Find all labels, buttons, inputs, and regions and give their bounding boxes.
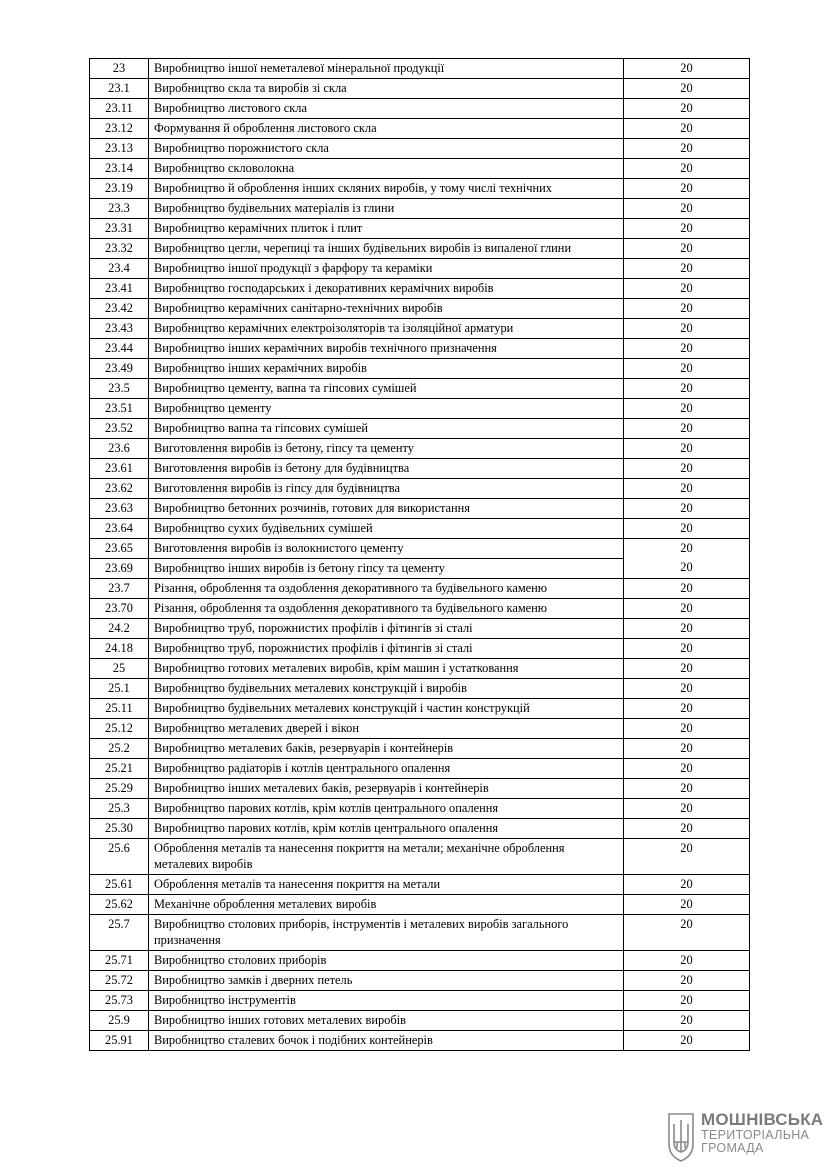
rate-value: 20 <box>624 895 750 915</box>
activity-code: 25.21 <box>90 759 149 779</box>
table-row <box>90 991 750 1011</box>
activity-code: 23 <box>90 59 149 79</box>
rate-value: 20 <box>624 991 750 1011</box>
activity-code: 23.6 <box>90 439 149 459</box>
rate-value: 20 <box>624 839 750 875</box>
rate-value: 20 <box>624 951 750 971</box>
activity-code: 23.32 <box>90 239 149 259</box>
activity-code: 25.30 <box>90 819 149 839</box>
table-row <box>90 639 750 659</box>
rate-cell-merged <box>624 539 750 579</box>
activity-name: Виготовлення виробів із бетону для будівництва <box>149 459 624 479</box>
activity-name: Виробництво й оброблення інших скляних виробів, у тому числі технічних <box>149 179 624 199</box>
activity-code: 25.62 <box>90 895 149 915</box>
rate-value: 20 <box>624 599 750 619</box>
rate-value: 20 <box>624 379 750 399</box>
table-row <box>90 399 750 419</box>
activity-code: 23.7 <box>90 579 149 599</box>
activity-name: Виробництво будівельних металевих конструкцій і виробів <box>149 679 624 699</box>
rate-value: 20 <box>624 1031 750 1051</box>
table-row <box>90 439 750 459</box>
rate-value: 20 <box>624 459 750 479</box>
activity-code: 25.11 <box>90 699 149 719</box>
rate-value: 20 <box>624 779 750 799</box>
activity-name: Виробництво сталевих бочок і подібних контейнерів <box>149 1031 624 1051</box>
activity-name: Виробництво вапна та гіпсових сумішей <box>149 419 624 439</box>
logo-text <box>701 1111 823 1155</box>
rate-value: 20 <box>624 739 750 759</box>
activity-name: Виробництво інструментів <box>149 991 624 1011</box>
activity-name: Виробництво інших керамічних виробів технічного призначення <box>149 339 624 359</box>
trident-icon <box>666 1112 696 1162</box>
table-row <box>90 159 750 179</box>
table-row <box>90 279 750 299</box>
rate-value: 20 <box>624 699 750 719</box>
activity-code: 25.73 <box>90 991 149 1011</box>
activity-name: Виготовлення виробів із волокнистого цементу <box>149 539 624 559</box>
table-row <box>90 699 750 719</box>
rate-value: 20 <box>624 319 750 339</box>
activity-code: 23.1 <box>90 79 149 99</box>
activity-code: 25.9 <box>90 1011 149 1031</box>
table-row <box>90 479 750 499</box>
activity-code: 25.7 <box>90 915 149 951</box>
rate-value: 20 <box>624 799 750 819</box>
table-row <box>90 139 750 159</box>
activity-name: Виробництво іншої продукції з фарфору та кераміки <box>149 259 624 279</box>
logo-subtitle-1: ТЕРИТОРІАЛЬНА <box>701 1128 810 1142</box>
rate-value: 20 <box>624 579 750 599</box>
table-row <box>90 459 750 479</box>
activity-name: Виробництво скла та виробів зі скла <box>149 79 624 99</box>
activity-code: 23.13 <box>90 139 149 159</box>
activity-code: 23.3 <box>90 199 149 219</box>
activity-code: 25.29 <box>90 779 149 799</box>
table-row <box>90 739 750 759</box>
table-row <box>90 619 750 639</box>
rate-value: 20 <box>624 915 750 951</box>
activity-name: Виробництво будівельних матеріалів із глини <box>149 199 624 219</box>
rate-value: 20 <box>624 875 750 895</box>
activity-code: 23.12 <box>90 119 149 139</box>
rate-value: 20 <box>624 499 750 519</box>
table-row <box>90 779 750 799</box>
table-row <box>90 419 750 439</box>
rate-value: 20 <box>624 239 750 259</box>
table-row <box>90 99 750 119</box>
activity-name: Виробництво металевих баків, резервуарів і контейнерів <box>149 739 624 759</box>
table-row <box>90 319 750 339</box>
table-row <box>90 819 750 839</box>
activity-code: 23.49 <box>90 359 149 379</box>
activity-code: 24.18 <box>90 639 149 659</box>
activity-name: Виробництво господарських і декоративних керамічних виробів <box>149 279 624 299</box>
activity-code: 23.19 <box>90 179 149 199</box>
activity-code: 23.63 <box>90 499 149 519</box>
table-row <box>90 219 750 239</box>
activity-code: 23.42 <box>90 299 149 319</box>
activity-name: Виробництво радіаторів і котлів центрального опалення <box>149 759 624 779</box>
activity-name: Виробництво іншої неметалевої мінеральної продукції <box>149 59 624 79</box>
activity-name: Виробництво замків і дверних петель <box>149 971 624 991</box>
table-row <box>90 199 750 219</box>
activity-code: 25.1 <box>90 679 149 699</box>
activity-name: Виробництво інших керамічних виробів <box>149 359 624 379</box>
rate-value: 20 <box>624 259 750 279</box>
table-row <box>90 915 750 951</box>
activity-name: Виробництво інших готових металевих виробів <box>149 1011 624 1031</box>
activity-name: Виробництво готових металевих виробів, крім машин і устатковання <box>149 659 624 679</box>
table-row <box>90 299 750 319</box>
rate-value: 20 <box>624 659 750 679</box>
activity-name: Різання, оброблення та оздоблення декоративного та будівельного каменю <box>149 579 624 599</box>
table-row <box>90 179 750 199</box>
activity-code: 23.43 <box>90 319 149 339</box>
activity-code: 25 <box>90 659 149 679</box>
rate-value: 20 <box>624 199 750 219</box>
activity-name: Виробництво цементу, вапна та гіпсових сумішей <box>149 379 624 399</box>
rate-value: 20 <box>624 139 750 159</box>
rate-value: 20 <box>624 359 750 379</box>
activity-name: Виробництво керамічних санітарно-технічних виробів <box>149 299 624 319</box>
rate-value: 20 <box>624 759 750 779</box>
activity-name: Виробництво парових котлів, крім котлів центрального опалення <box>149 799 624 819</box>
rate-value: 20 <box>624 819 750 839</box>
activity-code: 25.12 <box>90 719 149 739</box>
activity-code: 25.72 <box>90 971 149 991</box>
activity-code: 23.4 <box>90 259 149 279</box>
activity-name: Виробництво столових приборів, інструментів і металевих виробів загального призначення <box>149 915 624 951</box>
activity-codes-table <box>89 58 750 1051</box>
table-row <box>90 539 750 559</box>
activity-code: 23.5 <box>90 379 149 399</box>
table-row <box>90 799 750 819</box>
activity-code: 25.6 <box>90 839 149 875</box>
rate-value: 20 <box>624 519 750 539</box>
rate-value: 20 <box>624 119 750 139</box>
table-row <box>90 259 750 279</box>
rate-value: 20 <box>624 479 750 499</box>
rate-value: 20 <box>624 339 750 359</box>
activity-code: 23.51 <box>90 399 149 419</box>
table-row <box>90 971 750 991</box>
rate-value: 20 <box>624 159 750 179</box>
rate-value: 20 <box>624 79 750 99</box>
table-row <box>90 359 750 379</box>
table-row <box>90 659 750 679</box>
activity-code: 23.69 <box>90 559 149 579</box>
table-row <box>90 379 750 399</box>
table-row <box>90 79 750 99</box>
activity-name: Оброблення металів та нанесення покриття на метали <box>149 875 624 895</box>
activity-name: Виробництво порожнистого скла <box>149 139 624 159</box>
rate-value: 20 <box>624 279 750 299</box>
table-row <box>90 875 750 895</box>
table-row <box>90 599 750 619</box>
activity-code: 25.2 <box>90 739 149 759</box>
activity-name: Виробництво металевих дверей і вікон <box>149 719 624 739</box>
activity-name: Формування й оброблення листового скла <box>149 119 624 139</box>
activity-name: Виробництво столових приборів <box>149 951 624 971</box>
activity-name: Виробництво керамічних електроізоляторів та ізоляційної арматури <box>149 319 624 339</box>
logo-subtitle-2: ГРОМАДА <box>701 1141 764 1155</box>
rate-value: 20 <box>680 560 693 574</box>
activity-code: 23.62 <box>90 479 149 499</box>
rate-value: 20 <box>624 419 750 439</box>
activity-code: 23.64 <box>90 519 149 539</box>
activity-name: Виробництво інших металевих баків, резервуарів і контейнерів <box>149 779 624 799</box>
activity-name: Виробництво бетонних розчинів, готових для використання <box>149 499 624 519</box>
table-row <box>90 519 750 539</box>
activity-name: Виробництво цементу <box>149 399 624 419</box>
table-row <box>90 951 750 971</box>
activity-name: Виробництво інших виробів із бетону гіпсу та цементу <box>149 559 624 579</box>
table-row <box>90 59 750 79</box>
table-row <box>90 499 750 519</box>
activity-code: 24.2 <box>90 619 149 639</box>
activity-name: Виробництво труб, порожнистих профілів і фітингів зі сталі <box>149 619 624 639</box>
activity-name: Виробництво сухих будівельних сумішей <box>149 519 624 539</box>
activity-name: Виробництво парових котлів, крім котлів центрального опалення <box>149 819 624 839</box>
activity-name: Виробництво цегли, черепиці та інших будівельних виробів із випаленої глини <box>149 239 624 259</box>
table-row <box>90 579 750 599</box>
table-row <box>90 839 750 875</box>
activity-name: Виробництво скловолокна <box>149 159 624 179</box>
rate-value: 20 <box>624 719 750 739</box>
activity-code: 25.3 <box>90 799 149 819</box>
rate-value: 20 <box>624 1011 750 1031</box>
rate-value: 20 <box>624 619 750 639</box>
activity-name: Виробництво труб, порожнистих профілів і фітингів зі сталі <box>149 639 624 659</box>
table-row <box>90 1011 750 1031</box>
table-row <box>90 895 750 915</box>
activity-code: 23.52 <box>90 419 149 439</box>
activity-name: Різання, оброблення та оздоблення декоративного та будівельного каменю <box>149 599 624 619</box>
rate-value: 20 <box>624 99 750 119</box>
rate-value: 20 <box>680 541 693 555</box>
rate-value: 20 <box>624 439 750 459</box>
activity-name: Механічне оброблення металевих виробів <box>149 895 624 915</box>
activity-code: 23.61 <box>90 459 149 479</box>
activity-code: 25.61 <box>90 875 149 895</box>
activity-code: 23.44 <box>90 339 149 359</box>
activity-code: 23.65 <box>90 539 149 559</box>
activity-code: 23.11 <box>90 99 149 119</box>
activity-code: 23.14 <box>90 159 149 179</box>
rate-value: 20 <box>624 59 750 79</box>
activity-name: Виготовлення виробів із бетону, гіпсу та цементу <box>149 439 624 459</box>
community-logo <box>666 1110 824 1163</box>
activity-code: 25.91 <box>90 1031 149 1051</box>
rate-value: 20 <box>624 971 750 991</box>
activity-name: Виробництво листового скла <box>149 99 624 119</box>
activity-code: 23.70 <box>90 599 149 619</box>
activity-code: 25.71 <box>90 951 149 971</box>
table-row <box>90 1031 750 1051</box>
rate-value: 20 <box>624 219 750 239</box>
table-row <box>90 239 750 259</box>
rate-value: 20 <box>624 679 750 699</box>
activity-name: Виробництво будівельних металевих конструкцій і частин конструкцій <box>149 699 624 719</box>
table-row <box>90 339 750 359</box>
rate-value: 20 <box>624 399 750 419</box>
activity-name: Виготовлення виробів із гіпсу для будівництва <box>149 479 624 499</box>
logo-title: МОШНІВСЬКА <box>701 1110 824 1129</box>
table-row <box>90 679 750 699</box>
activity-name: Оброблення металів та нанесення покриття на метали; механічне оброблення металевих виробів <box>149 839 624 875</box>
table-row <box>90 759 750 779</box>
rate-value: 20 <box>624 179 750 199</box>
rate-value: 20 <box>624 639 750 659</box>
table-row <box>90 119 750 139</box>
rate-value: 20 <box>624 299 750 319</box>
activity-code: 23.31 <box>90 219 149 239</box>
activity-code: 23.41 <box>90 279 149 299</box>
activity-name: Виробництво керамічних плиток і плит <box>149 219 624 239</box>
table-row <box>90 719 750 739</box>
